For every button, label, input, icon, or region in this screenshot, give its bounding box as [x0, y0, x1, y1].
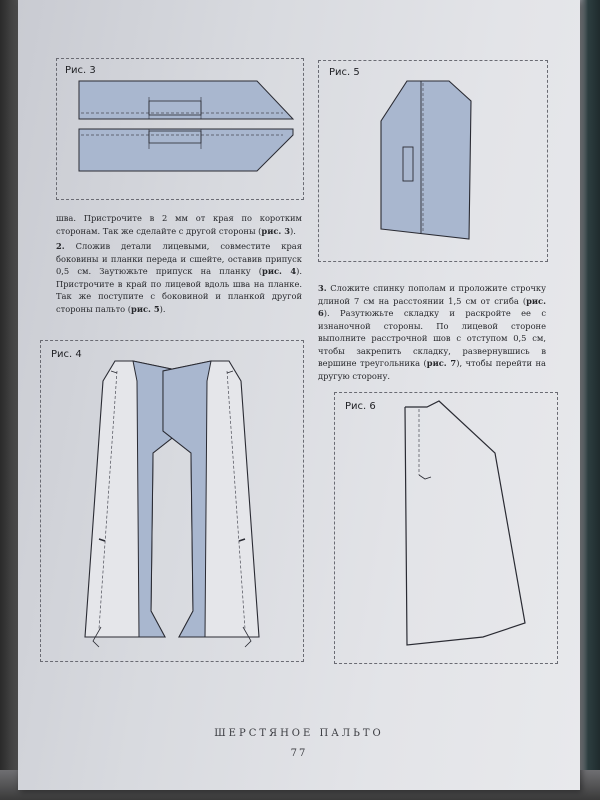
figure-6-label: Рис. 6	[345, 401, 376, 412]
figure-4-box	[40, 340, 304, 662]
page-number: 77	[290, 748, 308, 759]
figure-4-drawing	[41, 341, 303, 661]
figure-5-box	[318, 60, 548, 262]
back-panel-outline	[405, 401, 525, 645]
running-footer-title: ШЕРСТЯНОЕ ПАЛЬТО	[214, 728, 384, 739]
figure-5-label: Рис. 5	[329, 67, 360, 78]
figure-6-box	[334, 392, 558, 664]
paragraph-2: 2. Сложив детали лицевыми, совместите края боковины и планки переда и сшейте, оставив припуск 0,5 см. Заутюжьте припуск на планку (рис. 4). Пристрочите в край по лицевой вдоль шва на планке. Так же поступите с боковиной и планкой другой стороны пальто (рис. 5).	[56, 241, 303, 314]
figure-5-drawing	[319, 61, 547, 261]
front-panel	[381, 81, 471, 239]
pleat-mark	[419, 475, 431, 479]
figure-6-drawing	[335, 393, 557, 663]
instructions-right	[318, 282, 546, 385]
instructions-left	[56, 212, 302, 318]
figure-3-label: Рис. 3	[65, 65, 96, 76]
background-right-edge	[580, 0, 600, 800]
right-facing	[163, 361, 211, 637]
figure-3-drawing	[57, 59, 303, 199]
figure-4-label: Рис. 4	[51, 349, 82, 360]
figure-3-box	[56, 58, 304, 200]
book-page	[18, 0, 580, 790]
paragraph-1: шва. Пристрочите в 2 мм от края по коротким сторонам. Так же сделайте с другой стороны (рис. 3).	[56, 213, 302, 236]
paragraph-3: 3. Сложите спинку пополам и проложите строчку длиной 7 см на расстоянии 1,5 см от сгиба (рис. 6). Разутюжьте складку и раскройте ее с изнаночной стороны. По лицевой стороне выполните расстрочной шов с отступом 0,5 см, чтобы закрепить складку, развернувшись в вершине треугольника (рис. 7), чтобы перейти на другую сторону.	[318, 283, 546, 381]
